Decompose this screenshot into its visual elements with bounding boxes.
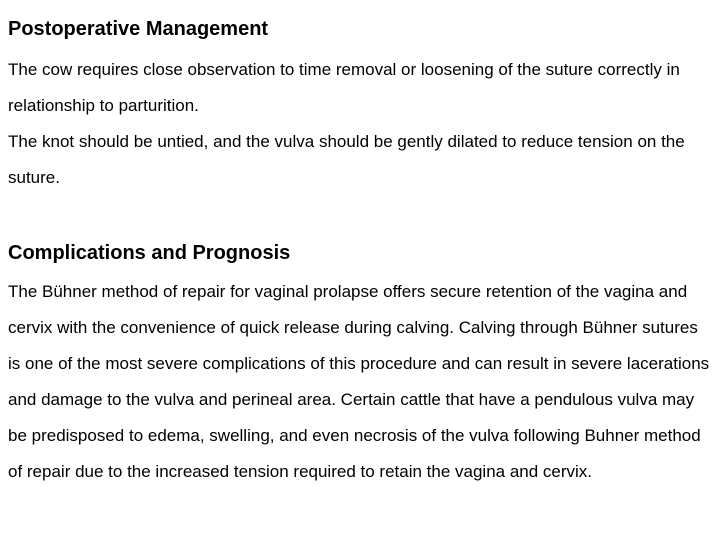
heading-complications-and-prognosis: Complications and Prognosis [8, 242, 291, 264]
paragraph-buhner-method: The Bühner method of repair for vaginal prolapse offers secure retention of the vagina and cervix with the convenience of quick release during calving. Calving through Bühner sutures is one of the most severe complications of this procedure and can result in severe lacerations and damage to the vulva and perineal area. Certain cattle that have a pendulous vulva may be predisposed to edema, swelling, and even necrosis of the vulva following Buhner method of repair due to the increased tension required to retain the vagina and cervix. [8, 282, 710, 481]
paragraph-knot-untied: The knot should be untied, and the vulva should be gently dilated to reduce tension on the suture. [8, 132, 685, 187]
heading-postoperative-management: Postoperative Management [8, 18, 269, 40]
paragraph-observation: The cow requires close observation to time removal or loosening of the suture correctly in relationship to parturition. [8, 60, 680, 115]
